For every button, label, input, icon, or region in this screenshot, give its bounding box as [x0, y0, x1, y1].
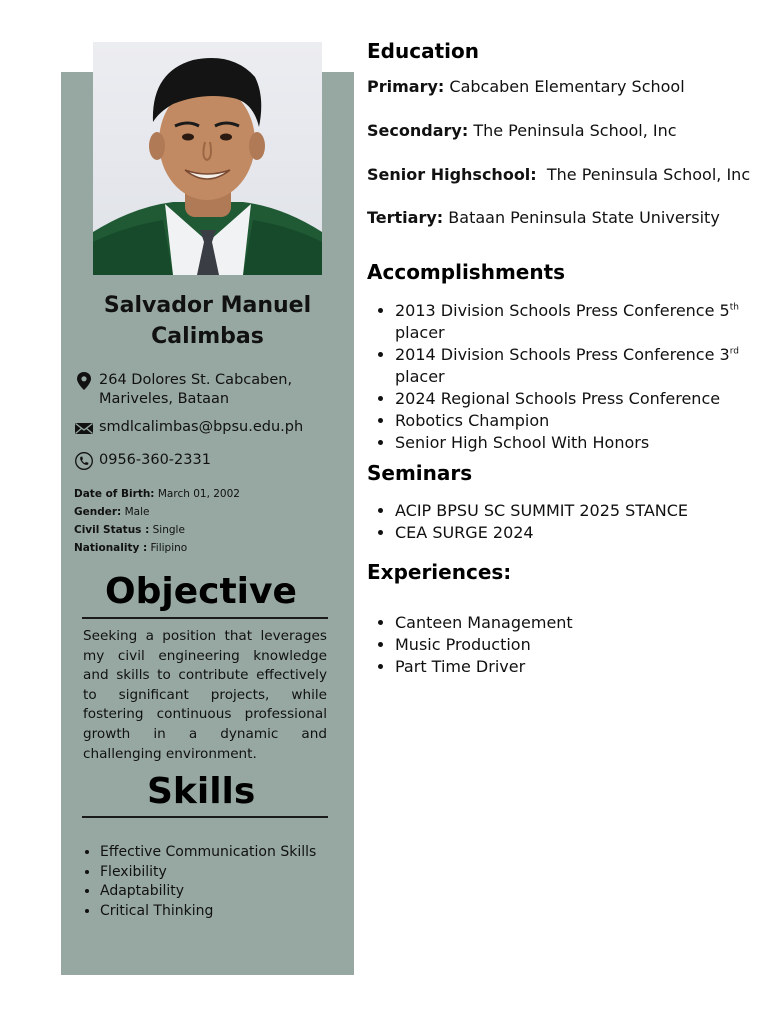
skills-divider — [82, 816, 328, 818]
nationality-row: Nationality : Filipino — [74, 542, 188, 554]
experiences-heading: Experiences: — [367, 560, 512, 584]
list-item: • Adaptability — [100, 882, 316, 902]
civil-status-row: Civil Status : Single — [74, 524, 185, 536]
accomplishments-heading: Accomplishments — [367, 260, 566, 284]
seminars-heading: Seminars — [367, 461, 473, 485]
list-item: • Flexibility — [100, 863, 316, 883]
list-item: • Music Production — [395, 634, 765, 656]
profile-photo — [93, 42, 322, 275]
education-heading: Education — [367, 39, 479, 63]
dob-row: Date of Birth: March 01, 2002 — [74, 488, 240, 500]
address-text: 264 Dolores St. Cabcaben, Mariveles, Bataan — [99, 372, 293, 407]
list-item: • 2024 Regional Schools Press Conference — [395, 388, 765, 410]
list-item: • CEA SURGE 2024 — [395, 522, 765, 544]
education-primary: Primary: Cabcaben Elementary School — [367, 77, 685, 96]
objective-heading: Objective — [105, 571, 297, 612]
address-row — [74, 371, 314, 409]
personal-info — [74, 485, 240, 557]
gender-row: Gender: Male — [74, 506, 150, 518]
list-item: • 2013 Division Schools Press Conference 5th placer — [395, 300, 765, 344]
list-item: • Part Time Driver — [395, 656, 765, 678]
objective-text: Seeking a position that leverages my civil engineering knowledge and skills to contribute effectively to significant projects, while fostering continuous professional growth in a dynamic and challenging environment. — [83, 628, 327, 762]
education-senior: Senior Highschool: The Peninsula School, Inc — [367, 165, 751, 184]
location-pin-icon — [74, 371, 94, 390]
objective-divider — [82, 617, 328, 619]
skills-heading: Skills — [147, 771, 256, 812]
list-item: • ACIP BPSU SC SUMMIT 2025 STANCE — [395, 500, 765, 522]
list-item: • Senior High School With Honors — [395, 432, 765, 454]
list-item: • Robotics Champion — [395, 410, 765, 432]
email-row — [74, 418, 303, 437]
list-item: • Effective Communication Skills — [100, 843, 316, 863]
seminars-list — [367, 500, 765, 544]
email-text[interactable]: smdlcalimbas@bpsu.edu.ph — [99, 419, 304, 435]
list-item: • Critical Thinking — [100, 902, 316, 922]
candidate-name: Salvador Manuel Calimbas — [103, 293, 312, 349]
education-tertiary: Tertiary: Bataan Peninsula State University — [367, 208, 720, 227]
envelope-icon — [74, 418, 94, 437]
accomplishments-list — [367, 300, 765, 454]
phone-row — [74, 451, 211, 470]
experiences-list — [367, 612, 765, 678]
list-item: • Canteen Management — [395, 612, 765, 634]
education-secondary: Secondary: The Peninsula School, Inc — [367, 121, 677, 140]
skills-list — [84, 843, 316, 921]
list-item: • 2014 Division Schools Press Conference 3rd placer — [395, 344, 765, 388]
phone-text[interactable]: 0956-360-2331 — [99, 452, 211, 468]
phone-icon — [74, 451, 94, 470]
